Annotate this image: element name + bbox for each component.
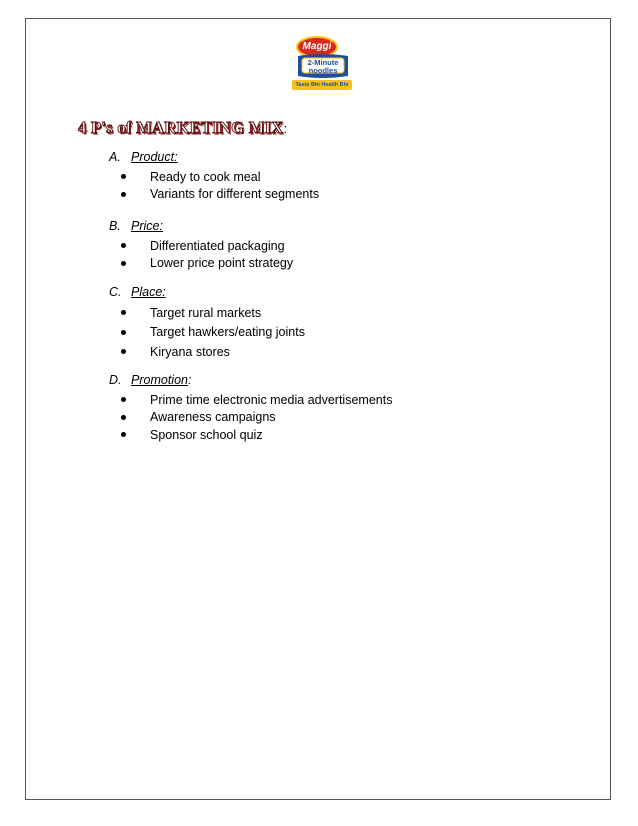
logo-product-top: 2-Minute <box>307 58 339 67</box>
logo-product-bottom: noodles <box>308 65 338 75</box>
bullet-icon <box>121 261 126 266</box>
bullet-icon <box>121 349 126 354</box>
bullet-icon <box>121 174 126 179</box>
list-item <box>109 342 305 362</box>
page-title-text: 4 P's of MARKETING MIX <box>78 118 284 137</box>
bullet-list <box>109 237 293 272</box>
bullet-icon <box>121 330 126 335</box>
bullet-icon <box>121 415 126 420</box>
section-colon: : <box>159 219 163 233</box>
bullet-icon <box>121 243 126 248</box>
section-letter: C. <box>109 285 122 299</box>
maggi-logo <box>288 36 356 94</box>
list-item <box>109 391 392 409</box>
list-item-text: Target rural markets <box>150 305 262 320</box>
section-colon: : <box>162 285 166 299</box>
section-heading <box>109 373 392 391</box>
maggi-logo-graphic <box>288 36 356 94</box>
list-item-text: Ready to cook meal <box>150 169 261 184</box>
section-product <box>109 150 319 203</box>
section-title: Product <box>131 150 175 164</box>
section-title: Price <box>131 219 160 233</box>
bullet-list <box>109 168 319 203</box>
list-item <box>109 409 392 427</box>
list-item-text: Target hawkers/eating joints <box>150 325 305 340</box>
list-item-text: Variants for different segments <box>150 187 320 202</box>
section-heading <box>109 219 293 237</box>
list-item-text: Kiryana stores <box>150 344 230 359</box>
section-title: Place <box>131 285 163 299</box>
page-title-colon: : <box>283 121 288 136</box>
bullet-icon <box>121 310 126 315</box>
section-heading <box>109 150 319 168</box>
list-item-text: Lower price point strategy <box>150 256 294 271</box>
page-title <box>78 118 287 138</box>
section-heading <box>109 285 305 303</box>
list-item-text: Differentiated packaging <box>150 238 285 253</box>
section-title: Promotion <box>131 373 188 387</box>
list-item <box>109 168 319 186</box>
bullet-list <box>109 391 392 444</box>
bullet-icon <box>121 192 126 197</box>
section-place <box>109 285 305 362</box>
list-item <box>109 323 305 343</box>
logo-tagline: Taste Bhi Health Bhi <box>295 81 349 88</box>
list-item <box>109 186 319 204</box>
section-promotion <box>109 373 392 444</box>
list-item <box>109 255 293 273</box>
list-item-text: Prime time electronic media advertisements <box>150 392 393 407</box>
list-item <box>109 426 392 444</box>
section-letter: A. <box>109 150 121 164</box>
bullet-list <box>109 303 305 362</box>
list-item <box>109 303 305 323</box>
list-item <box>109 237 293 255</box>
section-colon: : <box>187 373 192 387</box>
bullet-icon <box>121 397 126 402</box>
list-item-text: Sponsor school quiz <box>150 427 263 442</box>
section-colon: : <box>174 150 178 164</box>
section-letter: B. <box>109 219 121 233</box>
logo-brand: Maggi <box>302 41 332 52</box>
list-item-text: Awareness campaigns <box>150 410 276 425</box>
section-letter: D. <box>109 373 122 387</box>
section-price <box>109 219 293 272</box>
bullet-icon <box>121 432 126 437</box>
